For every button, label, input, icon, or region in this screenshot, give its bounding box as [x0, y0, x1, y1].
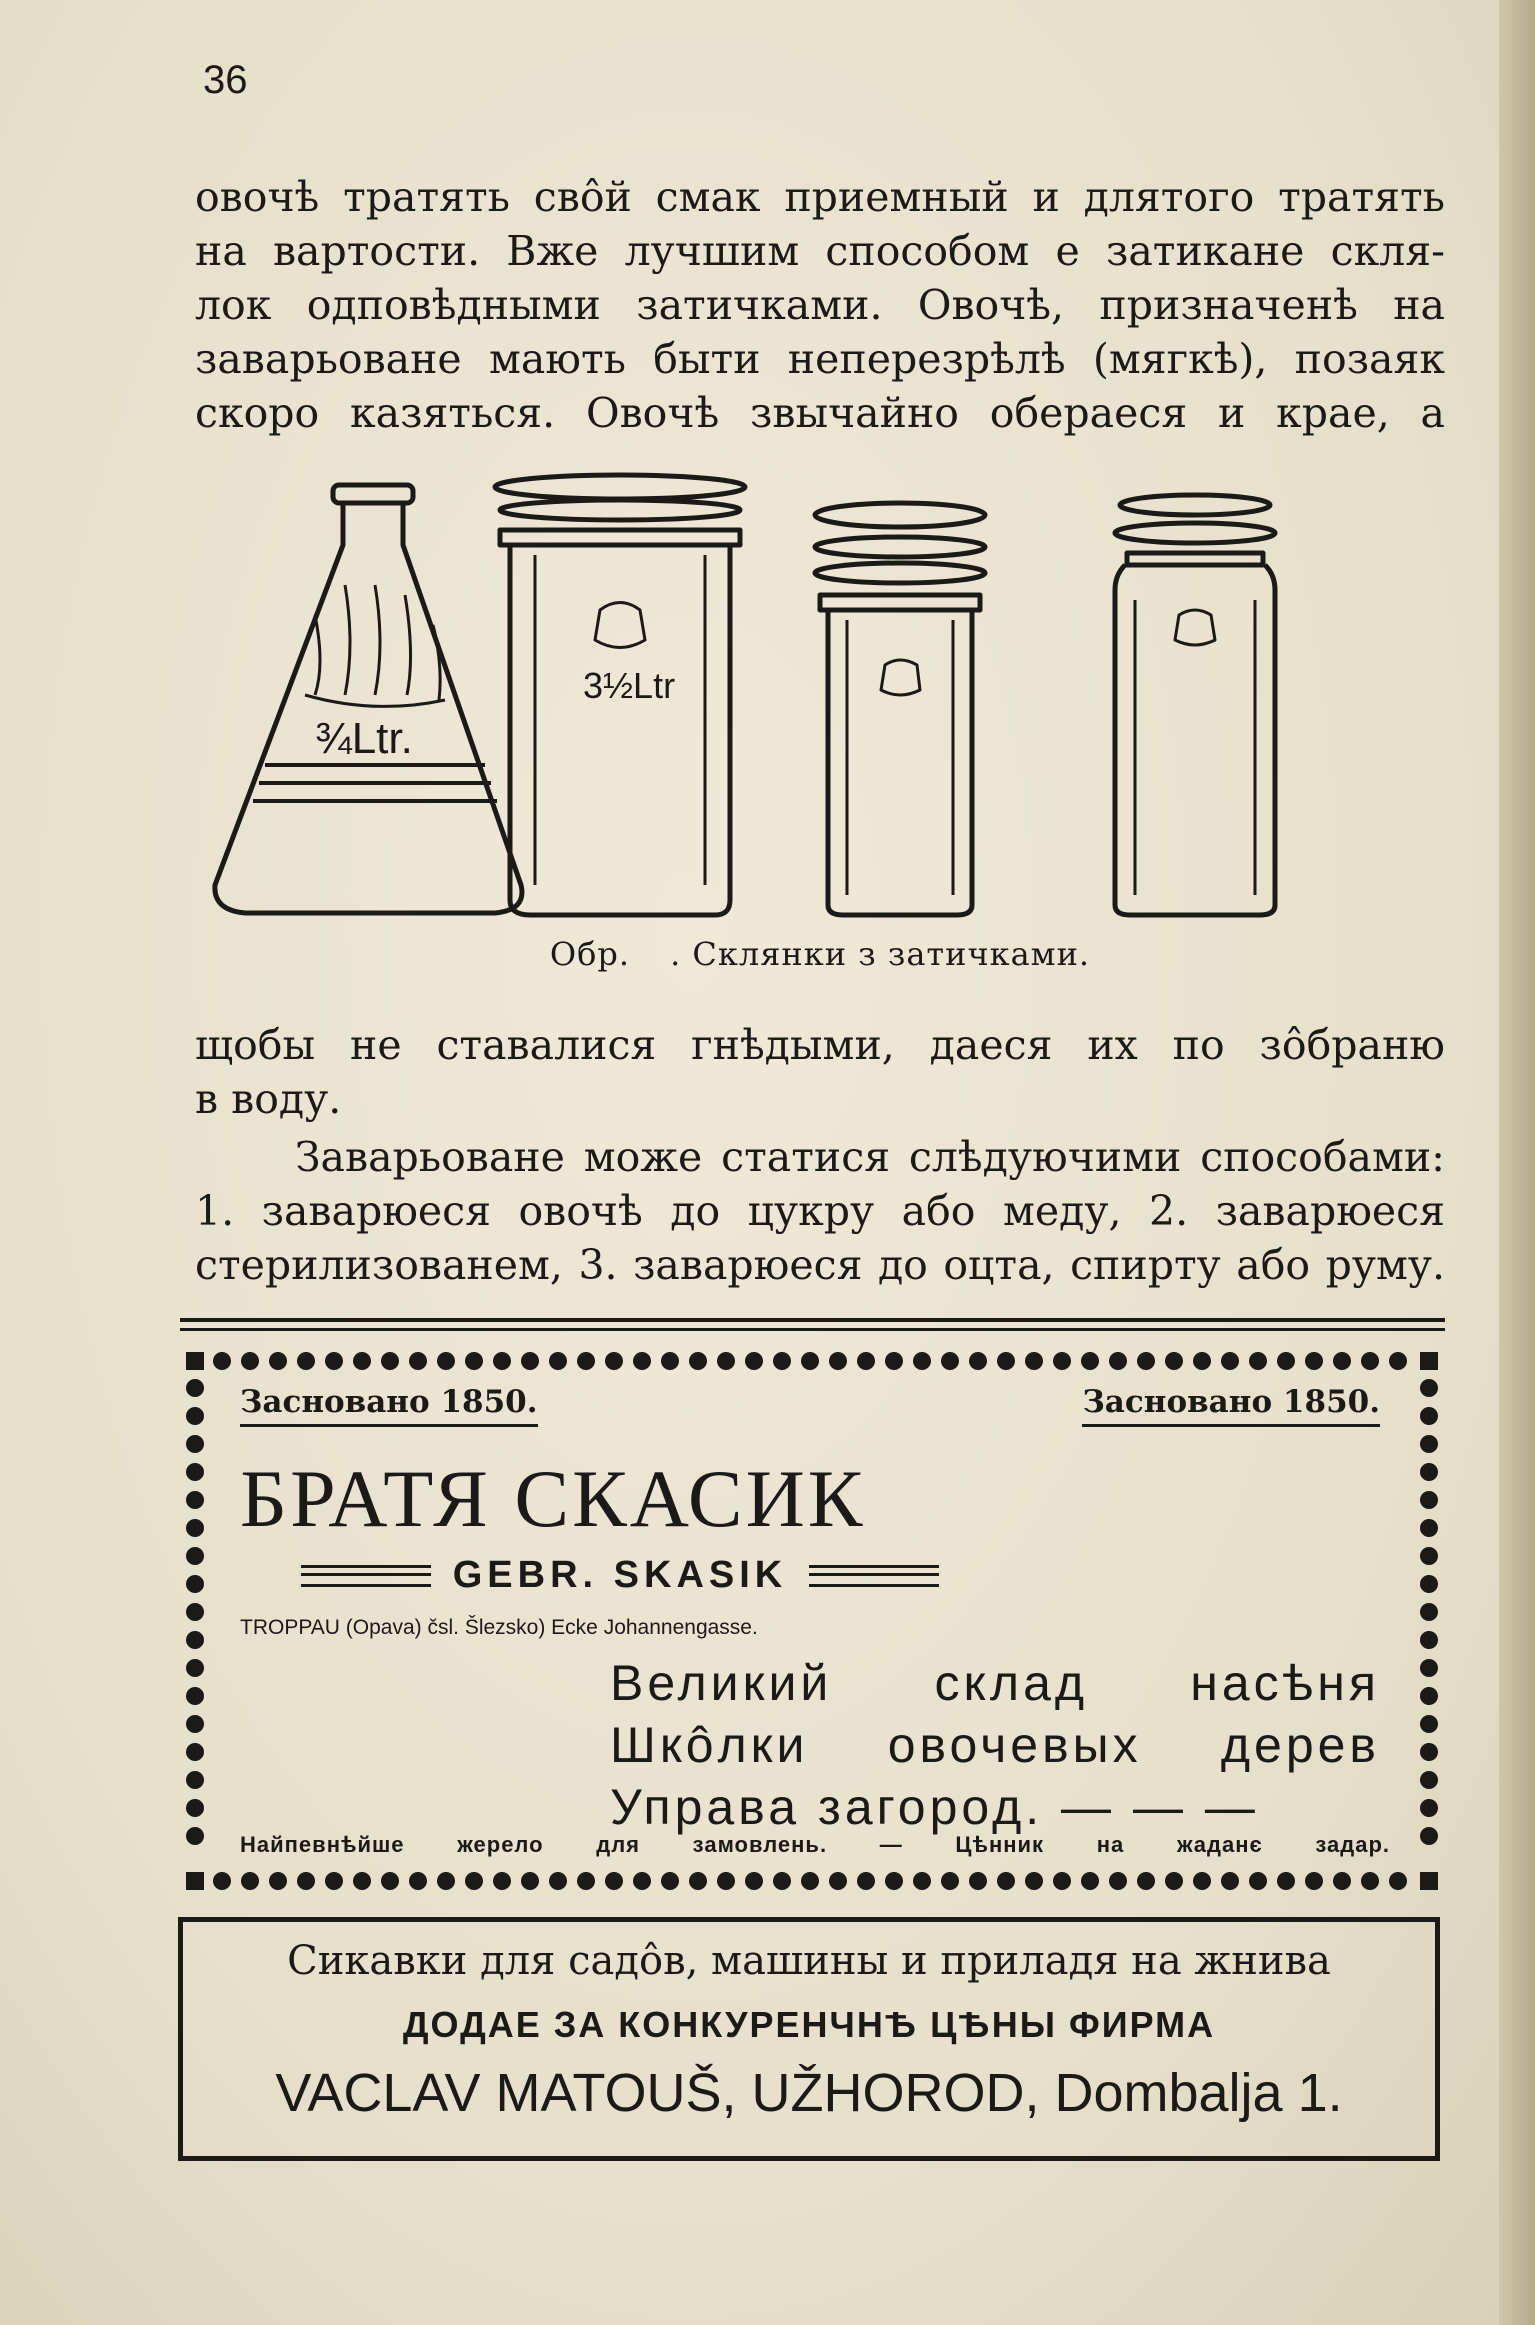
services-list — [610, 1652, 1380, 1838]
service-item: Великий склад насѣня — [610, 1655, 1380, 1711]
medium-jar-icon — [815, 503, 985, 915]
caption-prefix: Обр. — [549, 935, 631, 973]
page-edge — [1499, 0, 1535, 2325]
flask-label: ¾Ltr. — [315, 714, 413, 763]
service-item: Шкôлки овочевых дерев — [610, 1717, 1380, 1773]
jars-drawing — [195, 465, 1445, 925]
caption-text: . Склянки з затичками. — [670, 935, 1091, 973]
text-line: лок одповѣдными затичками. Овочѣ, призначенѣ на — [195, 281, 1445, 329]
text-line: стерилизованем, 3. заварюеся до оцта, спирту або руму. — [195, 1241, 1445, 1289]
flask-jar-icon — [215, 485, 522, 913]
divider-rule — [180, 1318, 1445, 1322]
paragraph-1 — [195, 170, 1445, 440]
text-line: заварьоване мають быти неперезрѣлѣ (мягкѣ), позаяк — [195, 335, 1445, 383]
text-line: овочѣ тратять свôй смак приемный и длятого тратять — [195, 173, 1445, 221]
service-item: Управа загород. — — — — [610, 1779, 1259, 1835]
ornament-bars — [809, 1565, 939, 1587]
ornament-bars — [301, 1565, 431, 1587]
matous-advertisement — [178, 1917, 1440, 2161]
figure-caption — [195, 935, 1445, 973]
brand-name: БРАТЯ СКАСИК — [240, 1453, 866, 1544]
brand-latin: GEBR. SKASIK — [452, 1554, 788, 1596]
jar-label: 3½Ltr — [583, 665, 676, 706]
text-line: Заварьоване може статися слѣдуючими способами: — [295, 1133, 1445, 1181]
ad-tagline: Найпевнѣйше жерело для замовлень. — Цѣнник на жаданє задар. — [240, 1832, 1390, 1857]
text-line: на вартости. Вже лучшим способом е затикане скля- — [195, 227, 1445, 275]
narrow-jar-icon — [1115, 495, 1275, 915]
text-line: в воду. — [195, 1075, 342, 1123]
jars-illustration — [195, 465, 1445, 925]
company-address: TROPPAU (Opava) čsl. Šlezsko) Ecke Johannengasse. — [240, 1616, 758, 1639]
ad-line-products: Сикавки для садôв, машины и приладя на жнива — [287, 1938, 1331, 1984]
ad-line-offer: ДОДАЕ ЗА КОНКУРЕНЧНѢ ЦѢНЫ ФИРМА — [402, 2004, 1216, 2045]
ad-line-firm: VACLAV MATOUŠ, UŽHOROD, Dombalja 1. — [275, 2063, 1343, 2123]
founded-label-left: Засновано 1850. — [240, 1384, 538, 1427]
paragraph-3 — [195, 1130, 1445, 1292]
skasik-advertisement — [182, 1348, 1442, 1894]
paragraph-2 — [195, 1018, 1445, 1126]
text-line: 1. заварюеся овочѣ до цукру або меду, 2. заварюеся — [195, 1187, 1445, 1235]
text-line: щобы не ставалися гнѣдыми, даеся их по зôбраню — [195, 1021, 1445, 1069]
page-number: 36 — [203, 58, 248, 102]
text-line: скоро казяться. Овочѣ звычайно обераеся и крае, а — [195, 389, 1445, 437]
founded-label-right: Засновано 1850. — [1082, 1384, 1380, 1427]
brand-latin-row — [240, 1554, 1000, 1597]
divider-rule — [180, 1328, 1445, 1331]
